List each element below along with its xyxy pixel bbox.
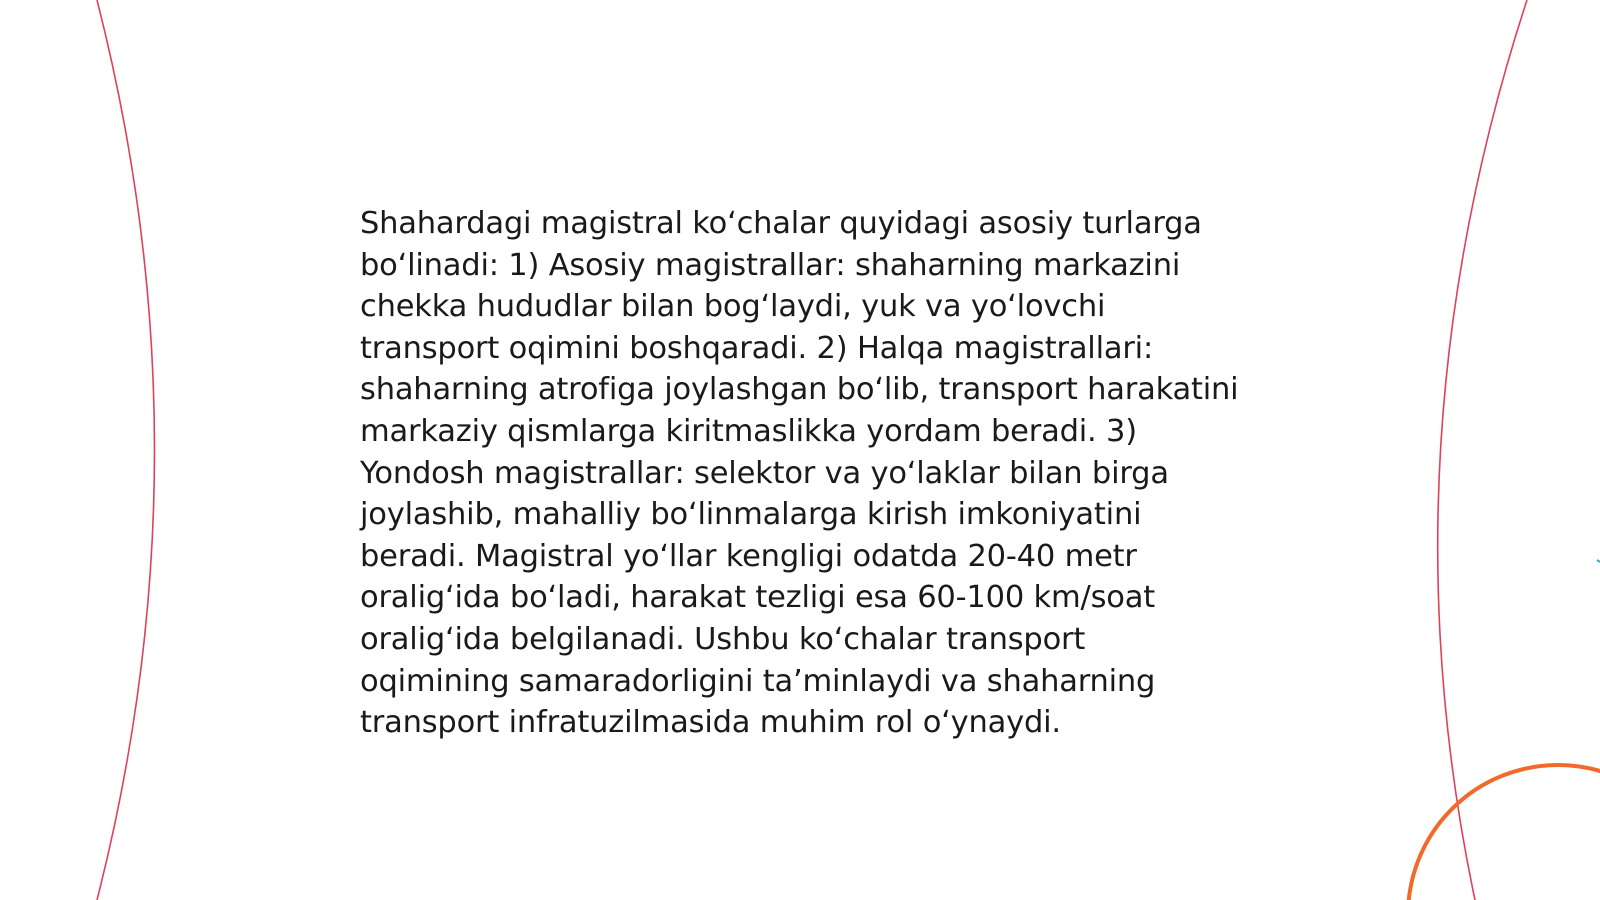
right-arc-line xyxy=(1438,0,1527,900)
left-arc-line xyxy=(97,0,155,900)
body-paragraph: Shahardagi magistral ko‘chalar quyidagi asosiy turlarga bo‘linadi: 1) Asosiy magistrallar: shaharning markazini chekka hududlar bilan bog‘laydi, yuk va yo‘lovchi transport oqimini boshqaradi. 2) Halqa magistrallari: shaharning atrofiga joylashgan bo‘lib, transport harakatini markaziy qismlarga kiritmaslikka yordam beradi. 3) Yondosh magistrallar: selektor va yo‘laklar bilan birga joylashib, mahalliy bo‘linmalarga kirish imkoniyatini beradi. Magistral yo‘llar kengligi odatda 20-40 metr oralig‘ida bo‘ladi, harakat tezligi esa 60-100 km/soat oralig‘ida belgilanadi. Ushbu ko‘chalar transport oqimining samaradorligini ta’minlaydi va shaharning transport infratuzilmasida muhim rol o‘ynaydi. xyxy=(360,206,1239,741)
orange-circle-outline xyxy=(1408,765,1600,900)
